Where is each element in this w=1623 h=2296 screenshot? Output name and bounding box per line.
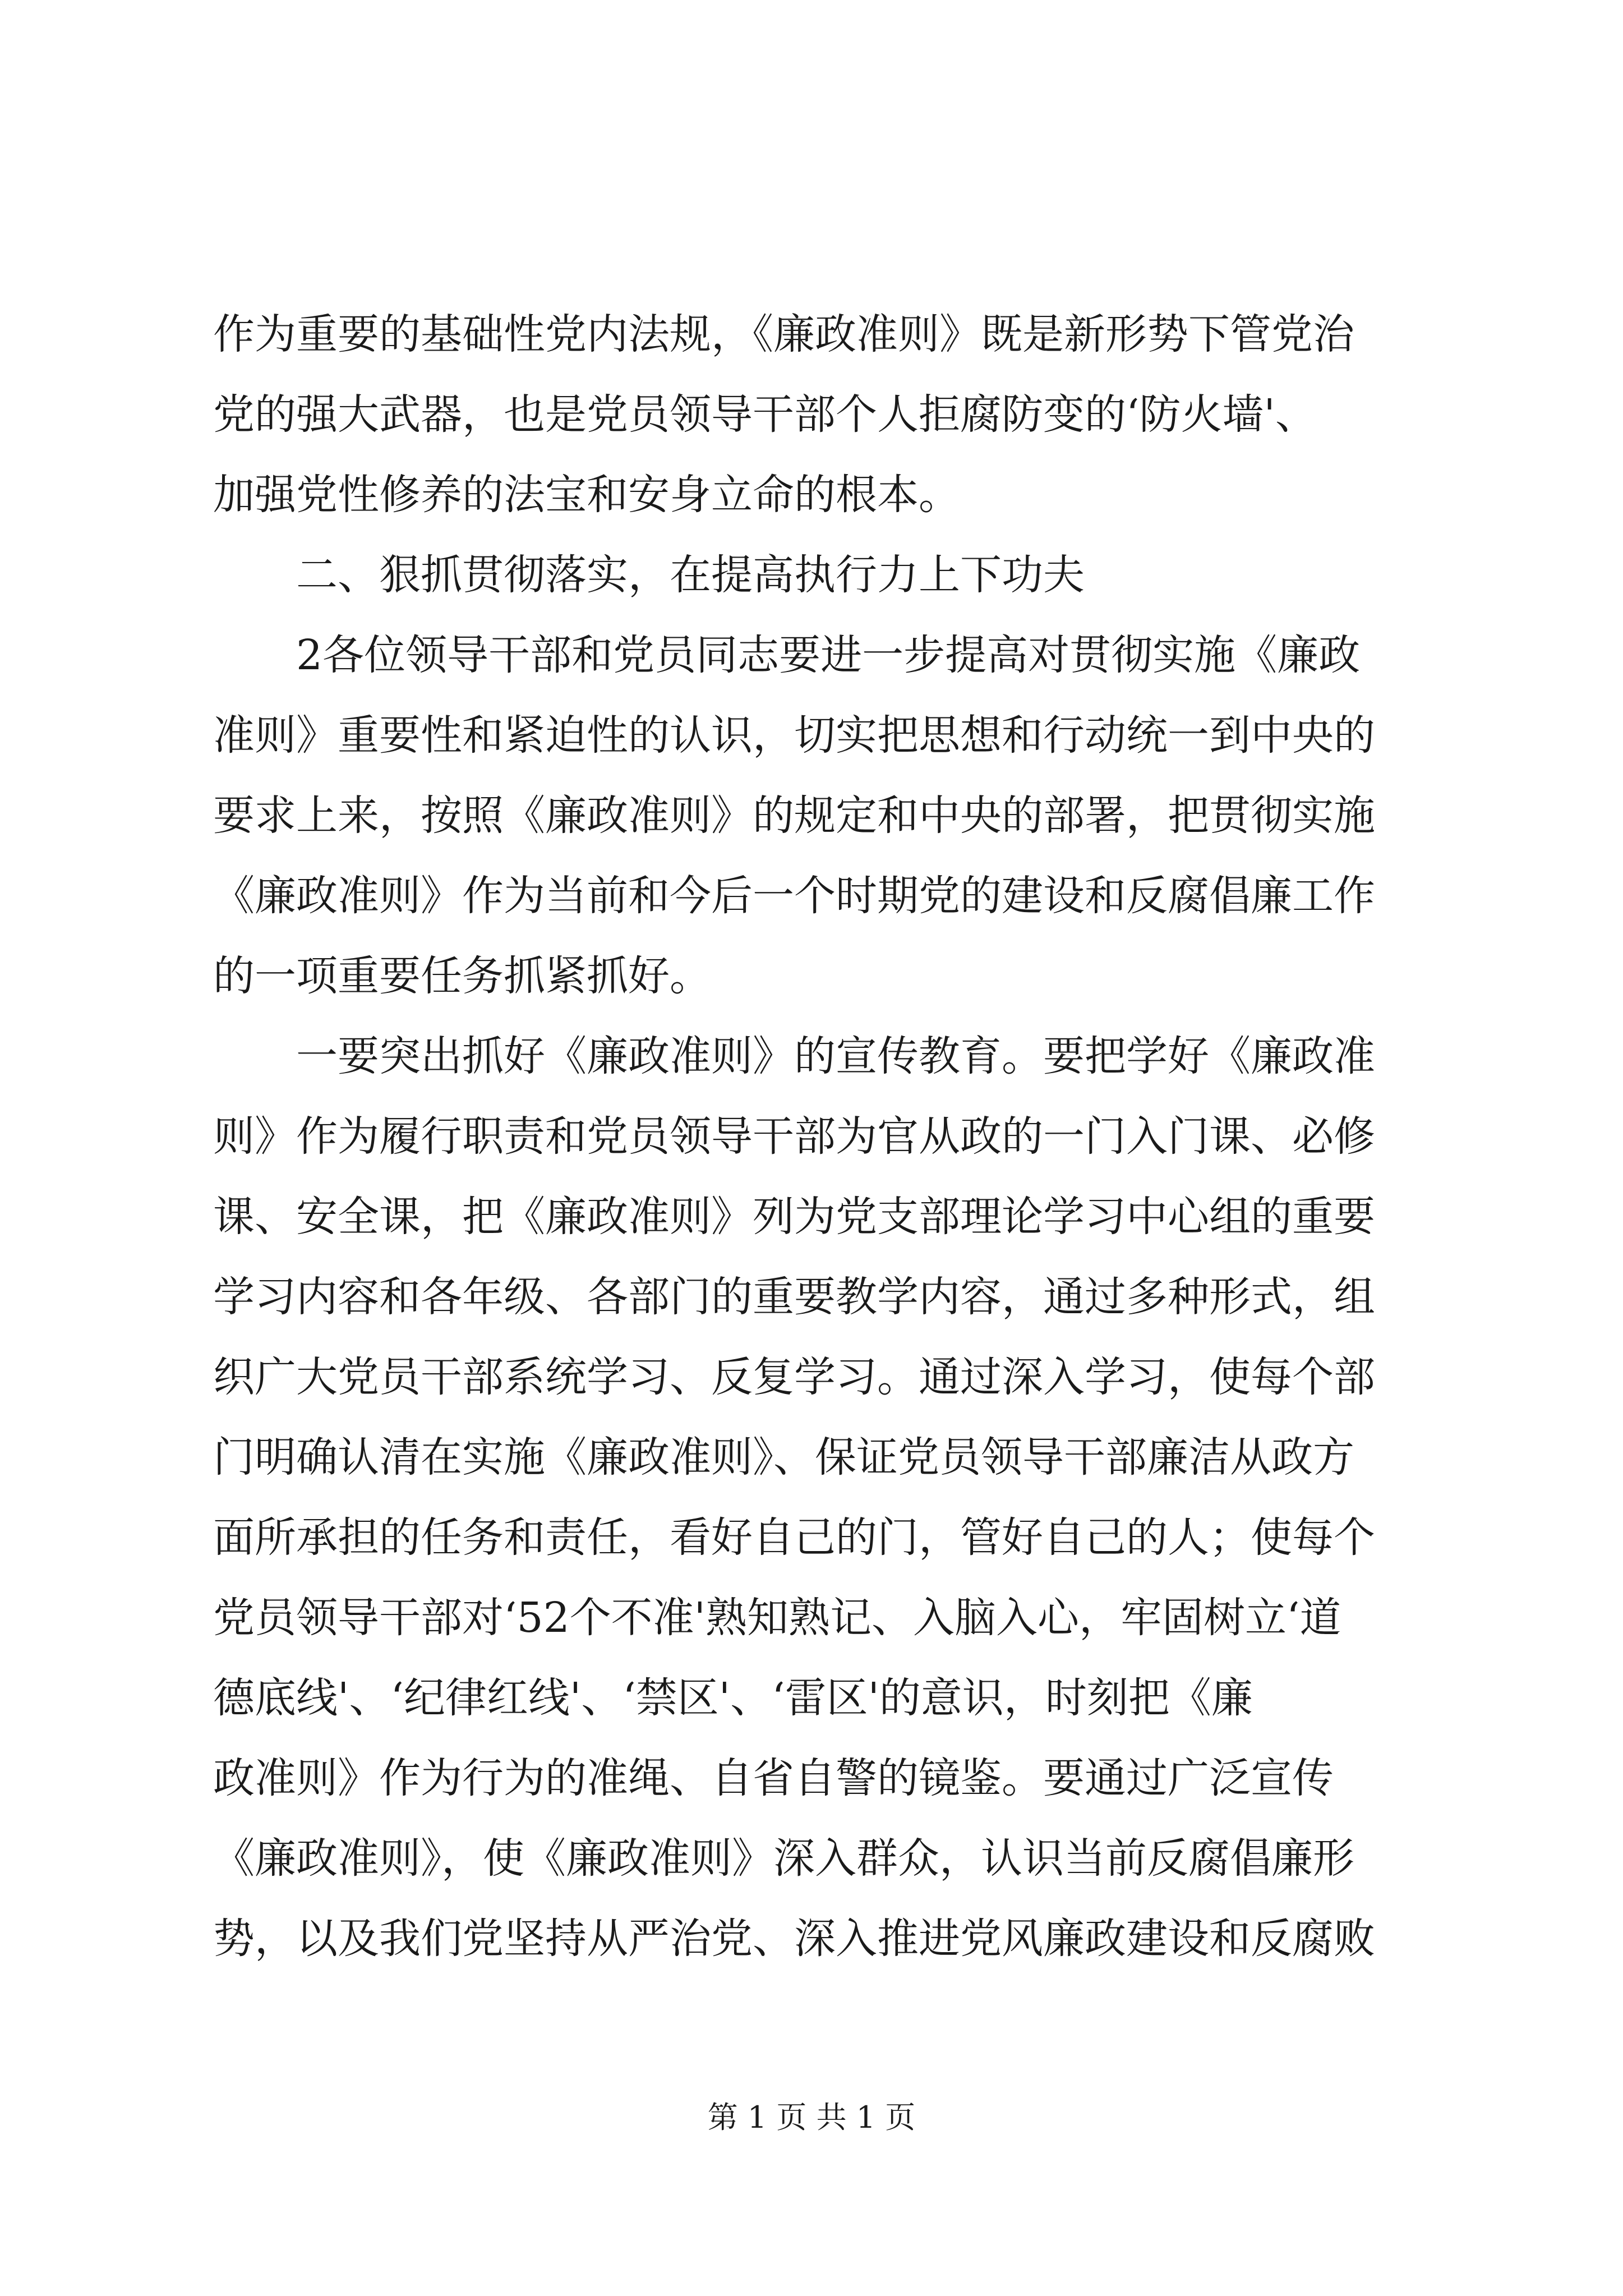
text-line: 门明确认清在实施《廉政准则》、保证党员领导干部廉洁从政方 bbox=[213, 1433, 1354, 1481]
text-line: 党员领导干部对‘52个不准'熟知熟记、入脑入心，牢固树立‘道 bbox=[213, 1594, 1341, 1642]
text-line: 面所承担的任务和责任，看好自己的门，管好自己的人；使每个 bbox=[213, 1513, 1375, 1562]
text-line: 党的强大武器，也是党员领导干部个人拒腐防变的‘防火墙'、 bbox=[213, 390, 1317, 439]
text-line: 2各位领导干部和党员同志要进一步提高对贯彻实施《廉政 bbox=[213, 631, 1361, 679]
text-line: 《廉政准则》作为当前和今后一个时期党的建设和反腐倡廉工作 bbox=[213, 872, 1375, 920]
text-line: 政准则》作为行为的准绳、自省自警的镜鉴。要通过广泛宣传 bbox=[213, 1754, 1334, 1802]
section-heading: 二、狠抓贯彻落实，在提高执行力上下功夫 bbox=[213, 551, 1085, 599]
text-line: 学习内容和各年级、各部门的重要教学内容，通过多种形式，组 bbox=[213, 1273, 1375, 1321]
body-text bbox=[213, 295, 1436, 1979]
text-line: 要求上来，按照《廉政准则》的规定和中央的部署，把贯彻实施 bbox=[213, 792, 1375, 840]
text-line: 的一项重要任务抓紧抓好。 bbox=[213, 952, 711, 1000]
page-footer: 第 1 页 共 1 页 bbox=[707, 2100, 916, 2135]
text-line: 一要突出抓好《廉政准则》的宣传教育。要把学好《廉政准 bbox=[213, 1032, 1375, 1080]
text-line: 作为重要的基础性党内法规，《廉政准则》既是新形势下管党治 bbox=[213, 310, 1354, 358]
text-line: 则》作为履行职责和党员领导干部为官从政的一门入门课、必修 bbox=[213, 1112, 1375, 1161]
text-line: 准则》重要性和紧迫性的认识，切实把思想和行动统一到中央的 bbox=[213, 711, 1375, 760]
text-line: 织广大党员干部系统学习、反复学习。通过深入学习，使每个部 bbox=[213, 1353, 1375, 1401]
text-line: 势，以及我们党坚持从严治党、深入推进党风廉政建设和反腐败 bbox=[213, 1915, 1375, 1963]
text-line: 课、安全课，把《廉政准则》列为党支部理论学习中心组的重要 bbox=[213, 1193, 1375, 1241]
text-line: 《廉政准则》，使《廉政准则》深入群众，认识当前反腐倡廉形 bbox=[213, 1834, 1354, 1883]
text-line: 加强党性修养的法宝和安身立命的根本。 bbox=[213, 471, 960, 519]
text-line: 德底线'、‘纪律红线'、‘禁区'、‘雷区'的意识，时刻把《廉 bbox=[213, 1674, 1253, 1722]
